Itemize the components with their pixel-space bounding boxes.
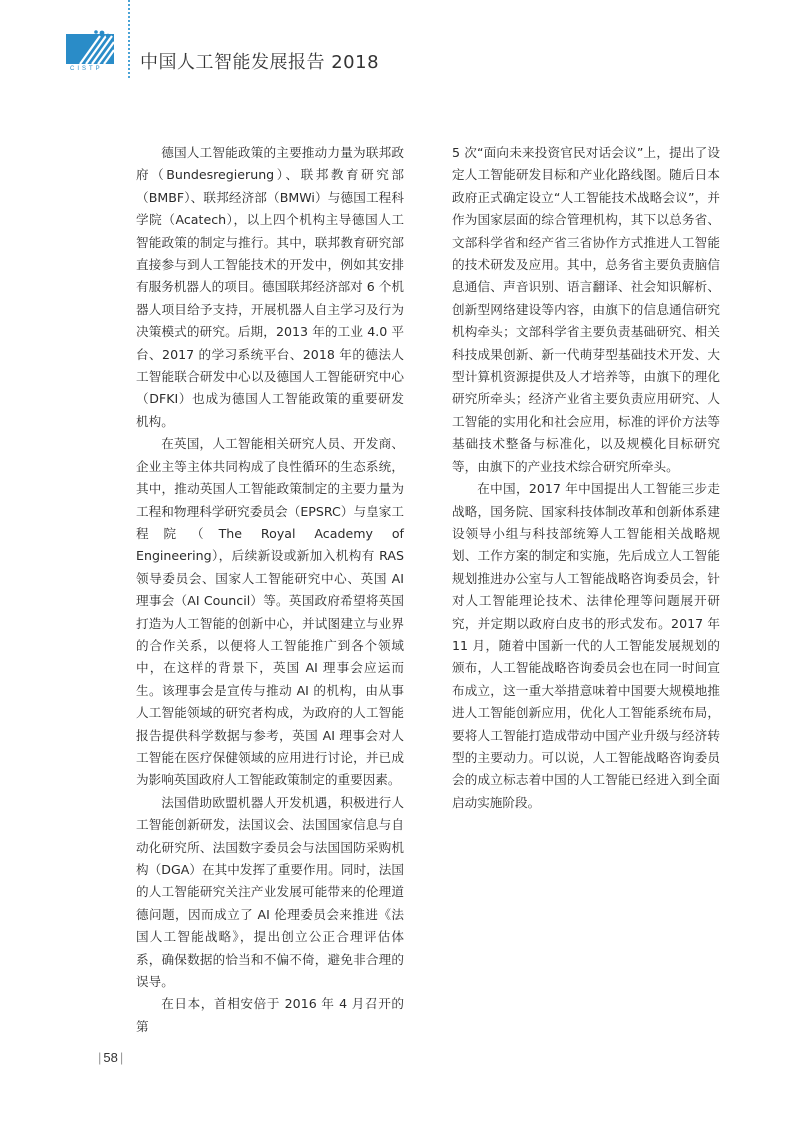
report-title: 中国人工智能发展报告 2018 [140, 52, 380, 73]
left-column [136, 142, 404, 1038]
right-column [452, 142, 720, 814]
cistp-logo [66, 30, 114, 64]
page-number-left-bar: | [98, 1050, 102, 1065]
logo-caption: CISTP [70, 66, 103, 72]
page-number-value: 58 [103, 1050, 118, 1065]
page-number-right-bar: | [119, 1050, 124, 1065]
paragraph-japan-start: 在日本，首相安倍于 2016 年 4 月召开的第 [136, 996, 404, 1034]
page-number [96, 1050, 125, 1065]
paragraph-china: 在中国，2017 年中国提出人工智能三步走战略，国务院、国家科技体制改革和创新体系建设领导小组与科技部统筹人工智能相关战略规划、工作方案的制定和实施，先后成立人工智能规划推进办公室与人工智能战略咨询委员会，针对人工智能理论技术、法律伦理等问题展开研究，并定期以政府白皮书的形式发布。2017 年 11 月，随着中国新一代的人工智能发展规划的颁布，人工智能战略咨询委员会也在同一时间宣布成立，这一重大举措意味着中国要大规模地推进人工智能创新应用，优化人工智能系统布局，要将人工智能打造成带动中国产业升级与经济转型的主要动力。可以说，人工智能战略咨询委员会的成立标志着中国的人工智能已经进入到全面启动实施阶段。 [452, 481, 720, 810]
paragraph-japan-cont: 5 次“面向未来投资官民对话会议”上，提出了设定人工智能研发目标和产业化路线图。随后日本政府正式确定设立“人工智能技术战略会议”，并作为国家层面的综合管理机构，其下以总务省、文部科学省和经产省三省协作方式推进人工智能的技术研发及应用。其中，总务省主要负责脑信息通信、声音识别、语言翻译、社会知识解析、创新型网络建设等内容，由旗下的信息通信研究机构牵头；文部科学省主要负责基础研究、相关科技成果创新、新一代萌芽型基础技术开发、大型计算机资源提供及人才培养等，由旗下的理化研究所牵头；经济产业省主要负责应用研究、人工智能的实用化和社会应用，标准的评价方法等基础技术整备与标准化，以及规模化目标研究等，由旗下的产业技术综合研究所牵头。 [452, 145, 720, 474]
paragraph-uk: 在英国，人工智能相关研究人员、开发商、企业主等主体共同构成了良性循环的生态系统，其中，推动英国人工智能政策制定的主要力量为工程和物理科学研究委员会（EPSRC）与皇家工程院（The Royal Academy of Engineering），后续新设或新加入机构有 RAS 领导委员会、国家人工智能研究中心、英国 AI 理事会（AI Council）等。英国政府希望将英国打造为人工智能的创新中心，并试图建立与业界的合作关系，以便将人工智能推广到各个领域中，在这样的背景下，英国 AI 理事会应运而生。该理事会是宣传与推动 AI 的机构，由从事人工智能领域的研究者构成，为政府的人工智能报告提供科学数据与参考，英国 AI 理事会对人工智能在医疗保健领域的应用进行讨论，并已成为影响英国政府人工智能政策制定的重要因素。 [136, 436, 404, 788]
header-dotted-rule [128, 0, 130, 78]
paragraph-germany: 德国人工智能政策的主要推动力量为联邦政府（Bundesregierung）、联邦教育研究部（BMBF）、联邦经济部（BMWi）与德国工程科学院（Acatech），以上四个机构主导德国人工智能政策的制定与推行。其中，联邦教育研究部直接参与到人工智能技术的开发中，例如其安排有服务机器人的项目。德国联邦经济部对 6 个机器人项目给予支持，开展机器人自主学习及行为决策模式的研究。后期，2013 年的工业 4.0 平台、2017 的学习系统平台、2018 年的德法人工智能联合研发中心以及德国人工智能研究中心（DFKI）也成为德国人工智能政策的重要研发机构。 [136, 145, 404, 429]
paragraph-france: 法国借助欧盟机器人开发机遇，积极进行人工智能创新研发，法国议会、法国国家信息与自动化研究所、法国数字委员会与法国国防采购机构（DGA）在其中发挥了重要作用。同时，法国的人工智能研究关注产业发展可能带来的伦理道德问题，因而成立了 AI 伦理委员会来推进《法国人工智能战略》，提出创立公正合理评估体系，确保数据的恰当和不偏不倚，避免非合理的误导。 [136, 794, 404, 990]
